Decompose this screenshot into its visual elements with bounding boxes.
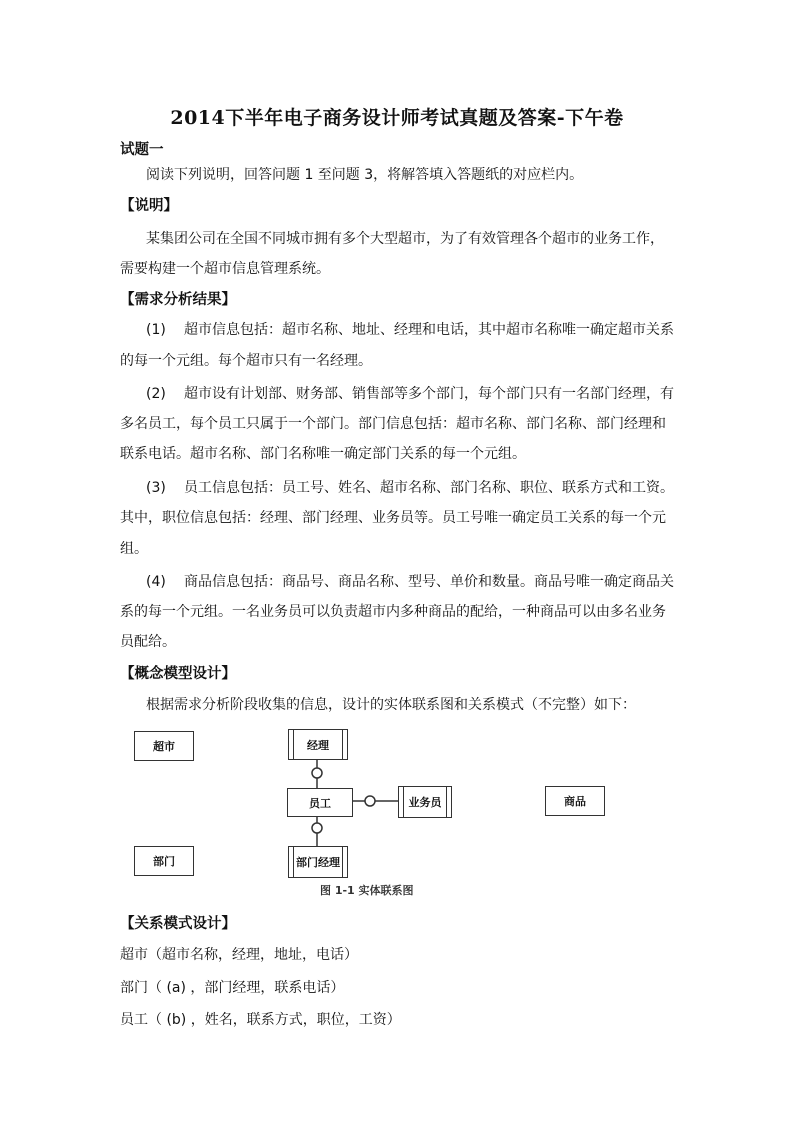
entity-salesperson: 业务员 (398, 786, 452, 818)
question-heading: 试题一 (120, 142, 164, 158)
figure-caption: 图 1-1 实体联系图 (320, 884, 414, 897)
relation-heading: 【关系模式设计】 (120, 916, 236, 932)
instruction: 阅读下列说明，回答问题 1 至问题 3，将解答填入答题纸的对应栏内。 (146, 167, 584, 183)
connector-node-manager (312, 768, 322, 778)
model-text: 根据需求分析阶段收集的信息，设计的实体联系图和关系模式（不完整）如下： (146, 697, 636, 713)
req2-line-3: 联系电话。超市名称、部门名称唯一确定部门关系的每一个元组。 (120, 446, 526, 462)
explain-heading: 【说明】 (120, 198, 178, 214)
er-diagram (120, 722, 680, 907)
req3-line-1: (3) 员工信息包括：员工号、姓名、超市名称、部门名称、职位、联系方式和工资。 (146, 480, 674, 496)
req4-line-3: 员配给。 (120, 634, 176, 650)
req4-line-2: 系的每一个元组。一名业务员可以负责超市内多种商品的配给，一种商品可以由多名业务 (120, 604, 666, 620)
req2-number: (2) (146, 386, 166, 402)
req2-line-2: 多名员工，每个员工只属于一个部门。部门信息包括：超市名称、部门名称、部门经理和 (120, 416, 666, 432)
req3-number: (3) (146, 480, 166, 496)
entity-manager: 经理 (288, 729, 348, 760)
connector-node-deptmanager (312, 823, 322, 833)
relation-supermarket: 超市（超市名称，经理，地址，电话） (120, 947, 358, 963)
entity-supermarket: 超市 (134, 731, 194, 761)
model-heading: 【概念模型设计】 (120, 666, 236, 682)
req2-line-1: (2) 超市设有计划部、财务部、销售部等多个部门，每个部门只有一名部门经理，有 (146, 386, 674, 402)
explain-line-2: 需要构建一个超市信息管理系统。 (120, 261, 330, 277)
req1-line-2: 的每一个元组。每个超市只有一名经理。 (120, 353, 372, 369)
req1-number: (1) (146, 322, 166, 338)
relation-department: 部门（ (a) ，部门经理，联系电话） (120, 980, 345, 996)
relation-employee: 员工（ (b) ，姓名，联系方式，职位，工资） (120, 1012, 401, 1028)
explain-line-1: 某集团公司在全国不同城市拥有多个大型超市，为了有效管理各个超市的业务工作， (146, 231, 664, 247)
req3-line-3: 组。 (120, 541, 148, 557)
requirements-heading: 【需求分析结果】 (120, 292, 236, 308)
entity-employee: 员工 (287, 788, 353, 817)
req4-number: (4) (146, 574, 166, 590)
entity-goods: 商品 (545, 786, 605, 816)
page-title: 2014下半年电子商务设计师考试真题及答案-下午卷 (170, 107, 624, 129)
entity-department: 部门 (134, 846, 194, 876)
entity-dept-manager: 部门经理 (288, 846, 348, 878)
connector-node-salesperson (365, 796, 375, 806)
req4-line-1: (4) 商品信息包括：商品号、商品名称、型号、单价和数量。商品号唯一确定商品关 (146, 574, 674, 590)
req3-line-2: 其中，职位信息包括：经理、部门经理、业务员等。员工号唯一确定员工关系的每一个元 (120, 510, 666, 526)
req1-line-1: (1) 超市信息包括：超市名称、地址、经理和电话，其中超市名称唯一确定超市关系 (146, 322, 674, 338)
